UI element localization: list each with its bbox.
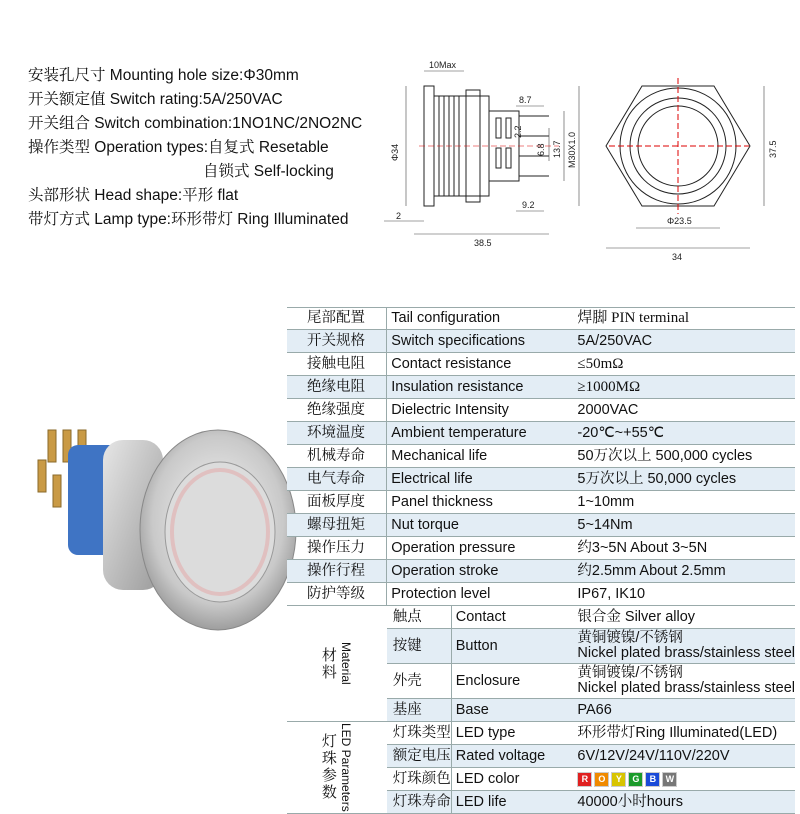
spec-operation-types: 操作类型 Operation types:自复式 Resetable bbox=[28, 139, 329, 156]
row-label-en: Ambient temperature bbox=[387, 422, 574, 445]
row-value: -20℃~+55℃ bbox=[573, 422, 795, 445]
row-label-en: Mechanical life bbox=[387, 445, 574, 468]
row-value: 约3~5N About 3~5N bbox=[573, 537, 795, 560]
row-value: 50万次以上 500,000 cycles bbox=[573, 445, 795, 468]
table-row bbox=[287, 307, 795, 330]
table-row bbox=[287, 491, 795, 514]
row-label-cn: 螺母扭矩 bbox=[287, 514, 387, 537]
dim-m30: M30X1.0 bbox=[567, 131, 577, 168]
row-value: 2000VAC bbox=[573, 399, 795, 422]
led-color-swatch: G bbox=[628, 772, 643, 787]
dim-10max: 10Max bbox=[429, 60, 457, 70]
row-value-line2: Nickel plated brass/stainless steel bbox=[577, 645, 795, 661]
led-color-swatch: B bbox=[645, 772, 660, 787]
row-label-cn: 接触电阻 bbox=[287, 353, 387, 376]
led-color-swatch: W bbox=[662, 772, 677, 787]
side-view-dimensions bbox=[384, 71, 579, 234]
row-label-en: Operation pressure bbox=[387, 537, 574, 560]
row-label-cn: 灯珠寿命 bbox=[387, 791, 452, 814]
row-label-cn: 防护等级 bbox=[287, 583, 387, 606]
row-label-cn: 绝缘电阻 bbox=[287, 376, 387, 399]
row-label-en: Operation stroke bbox=[387, 560, 574, 583]
dim-13-7: 13.7 bbox=[552, 140, 562, 158]
row-label-cn: 灯珠颜色 bbox=[387, 768, 452, 791]
dimension-drawing bbox=[384, 56, 800, 266]
row-label-cn: 尾部配置 bbox=[287, 307, 387, 330]
row-label-en: Contact bbox=[451, 606, 573, 629]
row-value bbox=[573, 629, 795, 664]
row-value bbox=[573, 664, 795, 699]
led_group-label bbox=[287, 722, 387, 814]
led-color-swatch: R bbox=[577, 772, 592, 787]
row-value: 6V/12V/24V/110V/220V bbox=[573, 745, 795, 768]
row-label-en: Button bbox=[451, 629, 573, 664]
row-label-cn: 外壳 bbox=[387, 664, 452, 699]
row-label-en: Switch specifications bbox=[387, 330, 574, 353]
row-value-line2: Nickel plated brass/stainless steel bbox=[577, 680, 795, 696]
row-label-cn: 环境温度 bbox=[287, 422, 387, 445]
led_group-label-wrap bbox=[320, 723, 354, 812]
row-label-en: LED type bbox=[451, 722, 573, 745]
dim-38-5: 38.5 bbox=[474, 238, 492, 248]
row-value bbox=[573, 768, 795, 791]
table-row bbox=[287, 560, 795, 583]
dim-phi34: Φ34 bbox=[390, 143, 400, 161]
button-face bbox=[165, 462, 275, 602]
row-value-line1: 黄铜镀镍/不锈钢 bbox=[577, 630, 683, 646]
table-row bbox=[287, 514, 795, 537]
row-label-cn: 额定电压 bbox=[387, 745, 452, 768]
material_group-label-wrap bbox=[320, 642, 354, 685]
row-label-cn: 绝缘强度 bbox=[287, 399, 387, 422]
row-value: 5~14Nm bbox=[573, 514, 795, 537]
row-label-cn: 电气寿命 bbox=[287, 468, 387, 491]
row-label-en: Contact resistance bbox=[387, 353, 574, 376]
table-row bbox=[287, 353, 795, 376]
row-label-en: Insulation resistance bbox=[387, 376, 574, 399]
dim-6-8: 6.8 bbox=[536, 143, 546, 156]
table-row bbox=[287, 468, 795, 491]
row-value: 1~10mm bbox=[573, 491, 795, 514]
row-label-cn: 触点 bbox=[387, 606, 452, 629]
row-label-en: Tail configuration bbox=[387, 307, 574, 330]
row-value: 银合金 Silver alloy bbox=[573, 606, 795, 629]
spec-operation-types-alt: 自锁式 Self-locking bbox=[203, 163, 334, 180]
spec-switch-rating: 开关额定值 Switch rating:5A/250VAC bbox=[28, 91, 283, 108]
row-value: 40000小时hours bbox=[573, 791, 795, 814]
row-value: ≤50mΩ bbox=[573, 353, 795, 376]
front-view-dimension-labels bbox=[667, 140, 778, 262]
spec-head-shape: 头部形状 Head shape:平形 flat bbox=[28, 187, 239, 204]
row-value: 约2.5mm About 2.5mm bbox=[573, 560, 795, 583]
row-value: 5万次以上 50,000 cycles bbox=[573, 468, 795, 491]
row-label-en: Nut torque bbox=[387, 514, 574, 537]
material_group-label bbox=[287, 606, 387, 722]
row-label-en: LED color bbox=[451, 768, 573, 791]
table-row bbox=[287, 330, 795, 353]
table-row bbox=[287, 399, 795, 422]
row-value: 环形带灯Ring Illuminated(LED) bbox=[573, 722, 795, 745]
row-label-cn: 基座 bbox=[387, 699, 452, 722]
row-value-line1: 黄铜镀镍/不锈钢 bbox=[577, 665, 683, 681]
dim-phi23-5: Φ23.5 bbox=[667, 216, 692, 226]
led-color-swatch: O bbox=[594, 772, 609, 787]
row-value: ≥1000MΩ bbox=[573, 376, 795, 399]
row-label-cn: 操作行程 bbox=[287, 560, 387, 583]
dim-37-5: 37.5 bbox=[768, 140, 778, 158]
row-label-cn: 灯珠类型 bbox=[387, 722, 452, 745]
table-row bbox=[287, 722, 795, 745]
dim-9-2: 9.2 bbox=[522, 200, 535, 210]
row-label-en: Protection level bbox=[387, 583, 574, 606]
row-value: IP67, IK10 bbox=[573, 583, 795, 606]
row-value: 焊脚 PIN terminal bbox=[573, 307, 795, 330]
row-label-en: Panel thickness bbox=[387, 491, 574, 514]
row-label-en: Rated voltage bbox=[451, 745, 573, 768]
row-label-cn: 开关规格 bbox=[287, 330, 387, 353]
dim-2-2: 2.2 bbox=[513, 125, 523, 138]
led_group-label-en: LED Parameters bbox=[338, 723, 353, 812]
front-view-drawing bbox=[606, 78, 750, 214]
row-label-en: Enclosure bbox=[451, 664, 573, 699]
row-label-en: Dielectric Intensity bbox=[387, 399, 574, 422]
row-label-en: Electrical life bbox=[387, 468, 574, 491]
material_group-label-cn: 材料 bbox=[319, 646, 337, 681]
table-row bbox=[287, 422, 795, 445]
header-spec-list bbox=[28, 64, 398, 232]
material_group-label-en: Material bbox=[338, 642, 353, 685]
row-label-en: Base bbox=[451, 699, 573, 722]
row-label-cn: 机械寿命 bbox=[287, 445, 387, 468]
spec-lamp-type: 带灯方式 Lamp type:环形带灯 Ring Illuminated bbox=[28, 211, 349, 228]
row-label-en: LED life bbox=[451, 791, 573, 814]
dim-2: 2 bbox=[396, 211, 402, 221]
row-label-cn: 操作压力 bbox=[287, 537, 387, 560]
table-row bbox=[287, 445, 795, 468]
table-row bbox=[287, 537, 795, 560]
product-photo bbox=[18, 400, 298, 660]
row-label-cn: 按键 bbox=[387, 629, 452, 664]
row-value: 5A/250VAC bbox=[573, 330, 795, 353]
spec-mounting-hole: 安装孔尺寸 Mounting hole size:Φ30mm bbox=[28, 67, 299, 84]
row-label-cn: 面板厚度 bbox=[287, 491, 387, 514]
spec-table bbox=[287, 307, 795, 814]
table-row bbox=[287, 583, 795, 606]
table-row bbox=[287, 606, 795, 629]
table-row bbox=[287, 376, 795, 399]
led-color-swatch: Y bbox=[611, 772, 626, 787]
led_group-label-cn: 灯珠参数 bbox=[319, 733, 337, 802]
dim-8-7: 8.7 bbox=[519, 95, 532, 105]
dim-34: 34 bbox=[672, 252, 683, 262]
spec-switch-combination: 开关组合 Switch combination:1NO1NC/2NO2NC bbox=[28, 115, 363, 132]
row-value: PA66 bbox=[573, 699, 795, 722]
